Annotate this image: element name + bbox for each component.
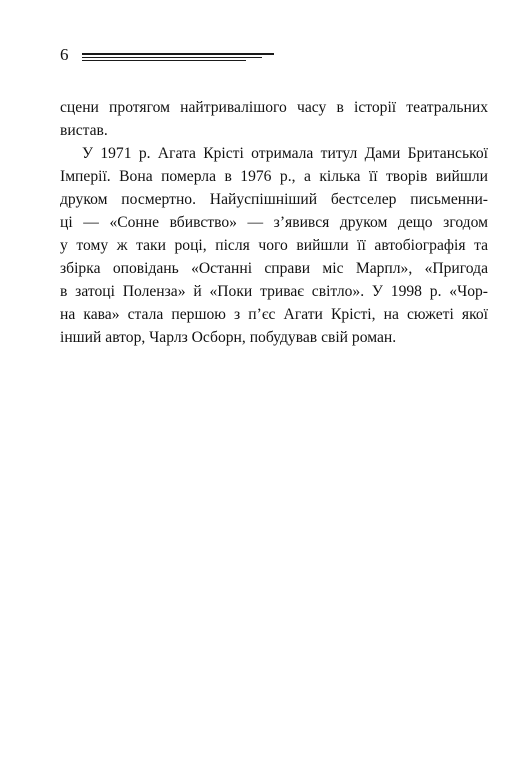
text-line: ці — «Сонне вбивство» — з’явився друком дещо згодом — [60, 214, 488, 231]
text-line: Імперії. Вона померла в 1976 р., а кілька її творів вийшли — [60, 168, 488, 185]
text-line: в затоці Поленза» й «Поки триває світло». У 1998 р. «Чор- — [60, 283, 488, 300]
header-decorative-rules — [82, 53, 274, 63]
page-number: 6 — [60, 45, 69, 64]
header-rule — [82, 57, 262, 58]
text-line: друком посмертно. Найуспішніший бестселер письменни- — [60, 191, 488, 208]
text-line: вистав. — [60, 122, 108, 139]
text-line: збірка оповідань «Останні справи міс Марпл», «Пригода — [60, 260, 488, 277]
text-line: у тому ж таки році, після чого вийшли її автобіографія та — [60, 237, 488, 254]
header-rule — [82, 60, 246, 61]
body-text — [60, 96, 488, 349]
text-line: інший автор, Чарлз Осборн, побудував свій роман. — [60, 329, 397, 346]
header-rule — [82, 53, 274, 55]
text-line: на кава» стала першою з п’єс Агати Крісті, на сюжеті якої — [60, 306, 488, 323]
text-line: сцени протягом найтривалішого часу в історії театральних — [60, 99, 488, 116]
text-line: У 1971 р. Агата Крісті отримала титул Дами Британської — [82, 145, 488, 162]
